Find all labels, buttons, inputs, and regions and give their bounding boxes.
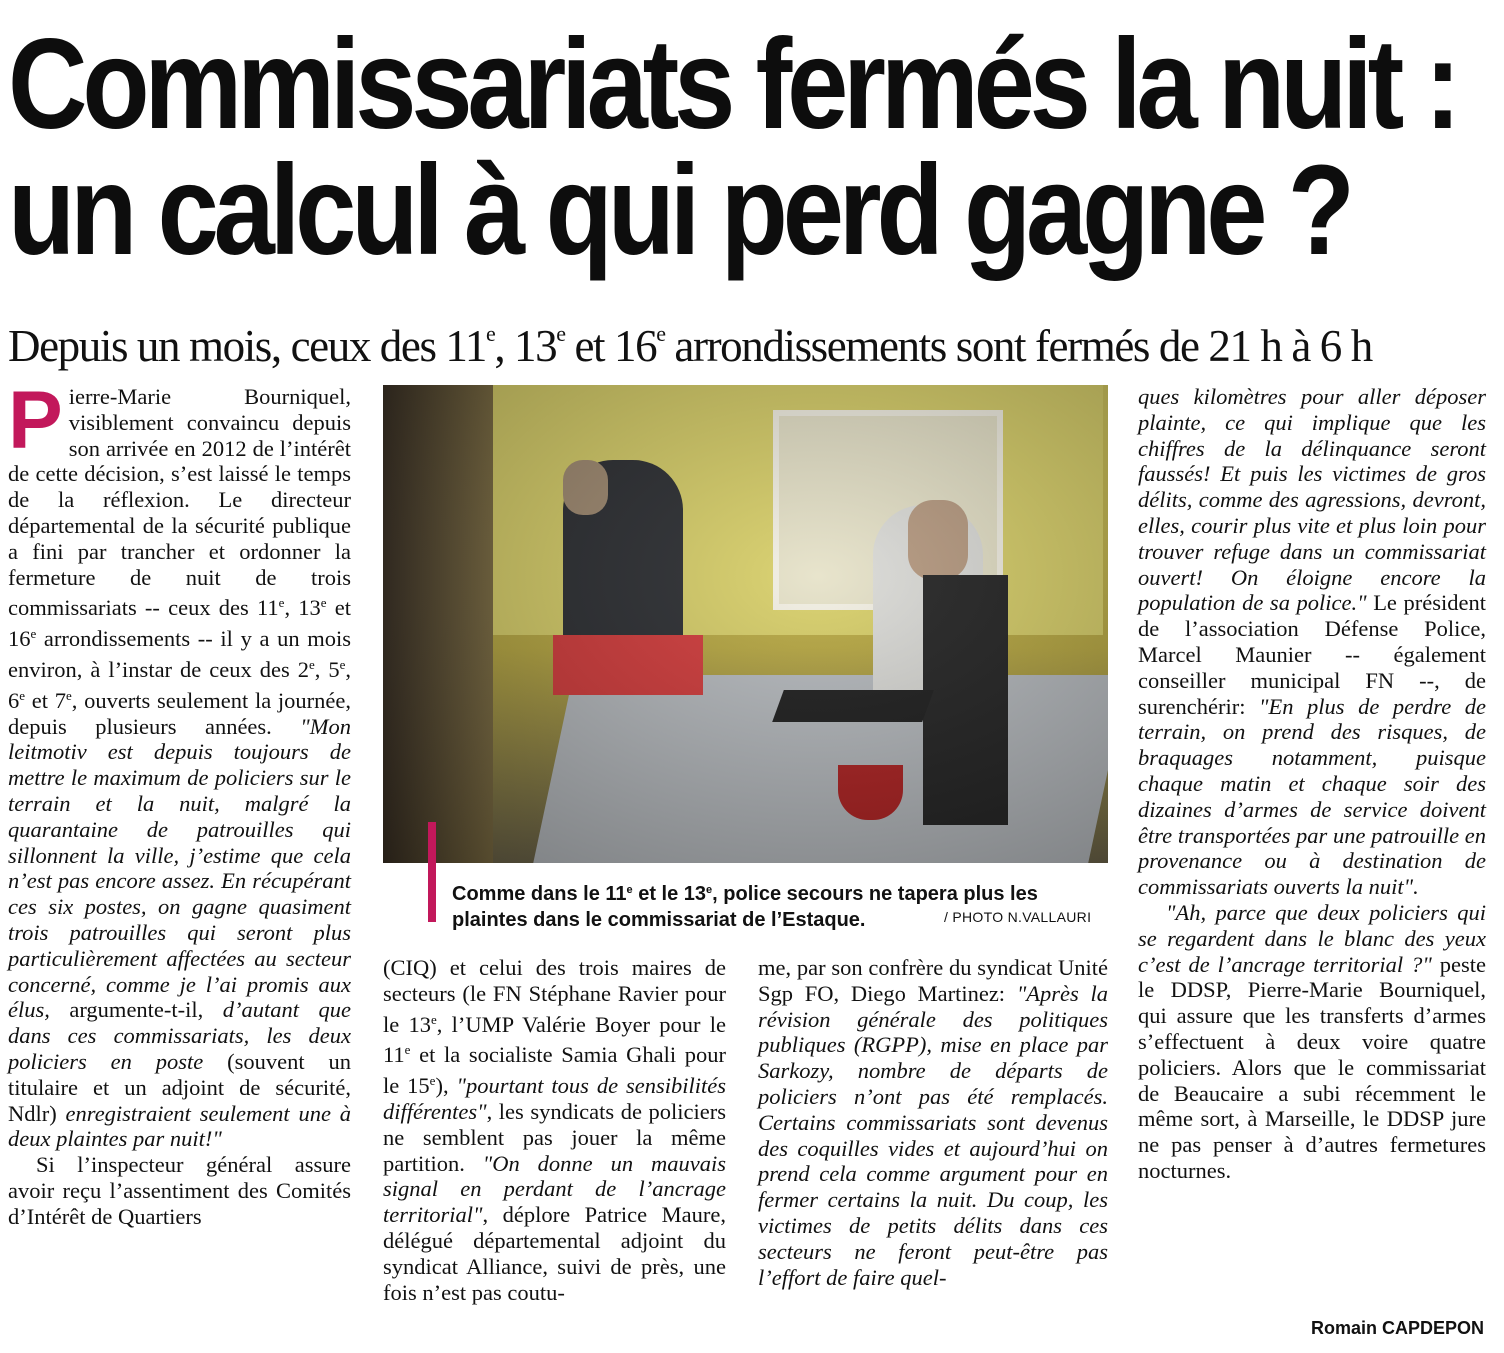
ordinal-suffix: e (485, 321, 495, 346)
subheadline (8, 308, 1498, 372)
article-paragraph (383, 955, 726, 1305)
ordinal-suffix: e (19, 687, 26, 703)
body-text: , l’UMP Valérie Boyer pour le 11 (383, 1011, 726, 1068)
caption-text: et le 13 (632, 883, 707, 905)
ordinal-suffix: e (430, 1011, 437, 1027)
caption-text: , police secours ne tapera plus les plaintes dans le commissariat de l’Estaque. (452, 883, 1038, 931)
body-text: (CIQ) et celui des trois maires de secteurs (le FN Stéphane Ravier pour le 13 (383, 955, 726, 1037)
subhead-text: et 16 (564, 321, 657, 371)
article-paragraph (8, 375, 352, 1152)
quote-text: ques kilomètres pour aller déposer plainte, ce qui implique que les chiffres de la délinquance seront faussés! Et puis les victimes de gros délits, comme des agressions, devront, elles, courir plus vite et plus loin pour trouver refuge dans un commissariat ouvert! On éloigne encore la population de sa police." (1138, 384, 1486, 616)
ordinal-suffix: e (320, 595, 327, 611)
ordinal-suffix: e (656, 321, 665, 346)
article-paragraph (1138, 900, 1486, 1184)
body-text: Le président de l’association Défense Police, Marcel Maunier -- également conseiller municipal FN --, de surenchérir: (1138, 590, 1486, 719)
caption-text: Comme dans le 11 (452, 883, 627, 905)
quote-text: "En plus de perdre de terrain, on prend des risques, de braquages notamment, puisque chaque matin et chaque soir des dizaines d’armes de service doivent être transportées par une patrouille en provenance ou à destination de commissariats ouverts la nuit". (1138, 693, 1486, 900)
body-text: peste le DDSP, Pierre-Marie Bourniquel, qui assure que les transferts d’armes s’effectuent à deux voire quatre policiers. Alors que le commissariat de Beaucaire a subi récemment le même sort, à Marseille, le DDSP jure ne pas penser à d’autres fermetures nocturnes. (1138, 951, 1486, 1183)
quote-text: "Après la révision générale des politiques publiques (RGPP), mise en place par Sarkozy, nombre de départs de policiers n’ont pas été remplacés. Certains commissariats sont devenus des coquilles vides et aujourd’hui on prend cela comme argument pour en fermer certains la nuit. Du coup, les victimes de petits délits dans ces secteurs ne feront peut-être pas l’effort de faire quel- (758, 980, 1108, 1290)
body-text: (souvent un titulaire et un adjoint de sécurité, Ndlr) (8, 1048, 351, 1126)
author-byline: Romain CAPDEPON (1310, 1318, 1484, 1338)
body-text: argumente-t-il, (49, 997, 223, 1023)
ordinal-suffix: e (65, 687, 72, 703)
quote-text: "pourtant tous de sensibilités différentes" (383, 1073, 726, 1124)
drop-cap: P (8, 375, 63, 466)
ordinal-suffix: e (278, 595, 285, 611)
body-text: , 6 (8, 656, 352, 713)
subhead-text: arrondissements sont fermés de 21 h à 6 h (664, 321, 1372, 371)
headline (8, 13, 1457, 282)
ordinal-suffix: e (706, 884, 713, 896)
body-text: , les syndicats de policiers ne semblent pas jouer la même partition. (383, 1098, 726, 1176)
quote-text: "On donne un mauvais signal en perdant de l’ancrage territorial" (383, 1150, 727, 1228)
quote-text: "Mon leitmotiv est depuis toujours de mettre le maximum de policiers sur le terrain et la nuit, malgré la quarantaine de patrouilles qui sillonnent la ville, j’estime que cela n’est pas encore assez. En récupérant ces six postes, on gagne quasiment trois patrouilles qui seront plus particulièrement affectées au secteur concerné, comme je l’ai promis aux élus, (8, 713, 351, 1023)
article-column-1 (8, 375, 352, 1230)
subhead-text: , 13 (494, 321, 557, 371)
subhead-text: Depuis un mois, ceux des 11 (8, 321, 486, 371)
body-text: ), (435, 1073, 457, 1099)
body-text: , déplore Patrice Maure, délégué départemental adjoint du syndicat Alliance, suivi de près, une fois n’est pas coutu- (383, 1202, 726, 1305)
body-text: , ouverts seulement la journée, depuis plusieurs années. (8, 687, 351, 739)
caption-accent-bar (428, 822, 436, 922)
body-text: me, par son confrère du syndicat Unité Sgp FO, Diego Martinez: (758, 955, 1108, 1006)
article-photo (383, 385, 1108, 863)
quote-text: "Ah, parce que deux policiers qui se regardent dans le blanc des yeux c’est de l’ancrage territorial ?" (1138, 899, 1486, 977)
ordinal-suffix: e (626, 884, 633, 896)
body-text: et 7 (25, 687, 66, 713)
article-paragraph: Si l’inspecteur général assure avoir reçu l’assentiment des Comités d’Intérêt de Quartiers (8, 1152, 351, 1229)
ordinal-suffix: e (404, 1042, 411, 1058)
body-text: et 16 (8, 595, 351, 652)
article-column-3 (758, 955, 1108, 1290)
ordinal-suffix: e (30, 626, 37, 642)
ordinal-suffix: e (339, 656, 346, 672)
ordinal-suffix: e (429, 1073, 436, 1089)
body-text: et la socialiste Samia Ghali pour le 15 (383, 1042, 726, 1099)
ordinal-suffix: e (308, 656, 315, 672)
headline-line-2: un calcul à qui perd gagne ? (8, 139, 1350, 282)
article-paragraph (758, 955, 1108, 1290)
article-column-4 (1138, 384, 1486, 1184)
body-text: ierre-Marie Bourniquel, visiblement convaincu depuis son arrivée en 2012 de l’intérêt de cette décision, s’est laissé le temps de la réflexion. Le directeur départemental de la sécurité publique a fini par trancher et ordonner la fermeture de nuit de trois commissariats -- ceux des 11 (8, 384, 351, 621)
quote-text: enregistraient seulement une à deux plaintes par nuit!" (8, 1100, 351, 1152)
body-text: , 13 (284, 595, 321, 621)
headline-line-1: Commissariats fermés la nuit : (8, 13, 1457, 156)
article-column-2 (383, 955, 726, 1305)
article-paragraph (1138, 384, 1486, 900)
quote-text: d’autant que dans ces commissariats, les deux policiers en poste (8, 997, 352, 1074)
body-text: , 5 (314, 656, 340, 682)
ordinal-suffix: e (556, 321, 565, 346)
photo-credit: / PHOTO N.VALLAURI (944, 909, 1092, 925)
body-text: arrondissements -- il y a un mois environ, à l’instar de ceux des 2 (8, 626, 351, 682)
